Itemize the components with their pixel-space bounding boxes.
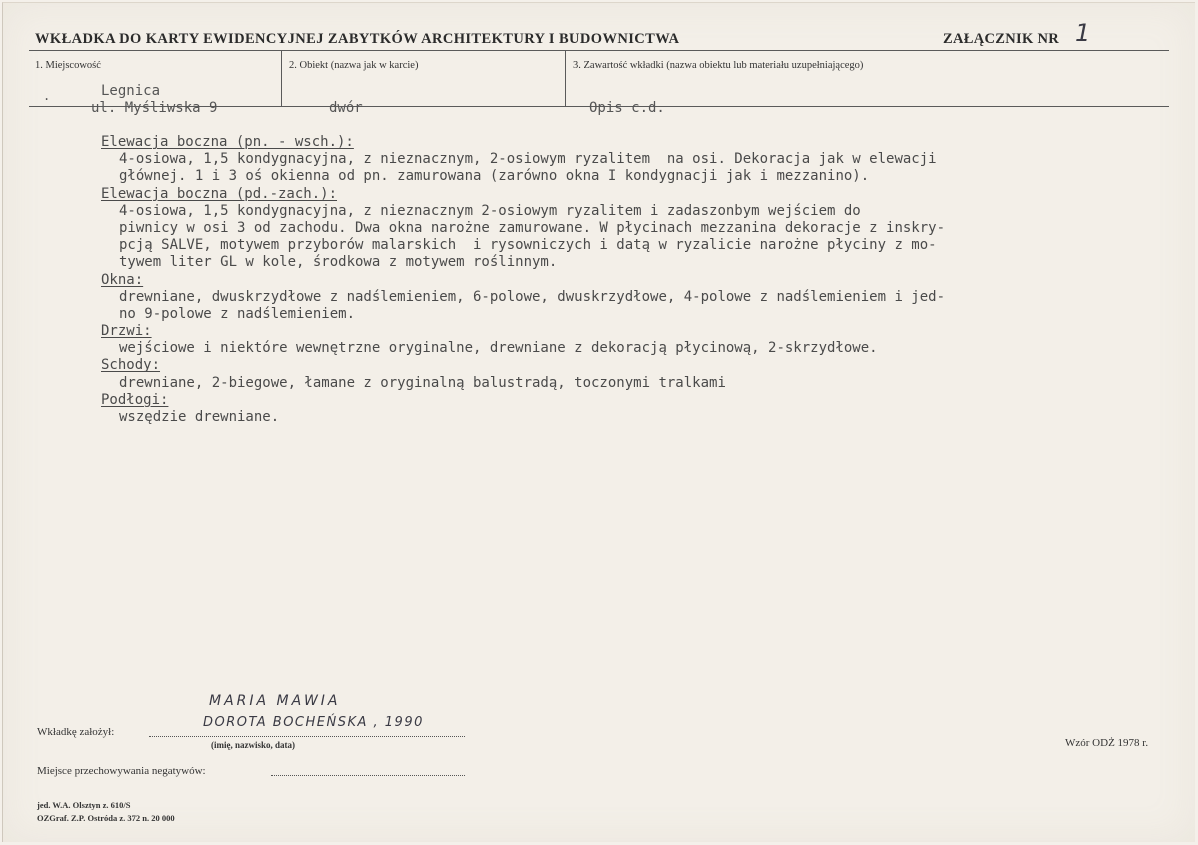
storage-label: Miejsce przechowywania negatywów: xyxy=(37,765,206,777)
handwritten-name-2: DOROTA BOCHEŃSKA , 1990 xyxy=(203,715,424,730)
body-line: tywem liter GL w kole, środkowa z motywem roślinnym. xyxy=(119,254,558,271)
field-street: ul. Myśliwska 9 xyxy=(91,100,218,116)
handwritten-name-1: MARIA MAWIA xyxy=(209,693,341,709)
field-object: dwór xyxy=(329,100,363,116)
print-line-1: jed. W.A. Olsztyn z. 610/S xyxy=(37,800,131,810)
column-divider-2 xyxy=(565,51,566,107)
body-line: pcją SALVE, motywem przyborów malarskich i rysowniczych i datą w ryzalicie narożne płyciny z mo- xyxy=(119,237,937,254)
column-label-town: 1. Miejscowość xyxy=(35,60,101,71)
body-line: wejściowe i niektóre wewnętrzne oryginalne, drewniane z dekoracją płycinową, 2-skrzydłowe. xyxy=(119,340,878,357)
body-line: wszędzie drewniane. xyxy=(119,409,280,425)
column-label-content: 3. Zawartość wkładki (nazwa obiektu lub materiału uzupełniającego) xyxy=(573,60,864,71)
body-line: 4-osiowa, 1,5 kondygnacyjna, z nieznacznym, 2-osiowym ryzalitem na osi. Dekoracja jak w elewacji xyxy=(119,151,937,168)
body-line: głównej. 1 i 3 oś okienna od pn. zamurowana (zarówno okna I kondygnacji jak i mezzanino). xyxy=(119,168,870,185)
body-line: drewniane, dwuskrzydłowe z nadślemieniem, 6-polowe, dwuskrzydłowe, 4-polowe z nadślemieniem i jed- xyxy=(119,288,946,305)
header-rule xyxy=(29,50,1169,51)
section-heading: Elewacja boczna (pd.-zach.): xyxy=(101,185,338,202)
author-label: Wkładkę założył: xyxy=(37,726,115,738)
section-heading: Elewacja boczna (pn. - wsch.): xyxy=(101,134,354,150)
form-model: Wzór ODŻ 1978 r. xyxy=(1065,737,1149,749)
column-divider-1 xyxy=(281,51,282,107)
field-town: Legnica xyxy=(101,83,161,99)
author-caption: (imię, nazwisko, data) xyxy=(211,740,295,750)
annex-label: ZAŁĄCZNIK NR xyxy=(943,31,1059,47)
storage-line xyxy=(271,775,465,776)
description-body xyxy=(101,134,1161,426)
field-content: Opis c.d. xyxy=(589,100,665,116)
column-label-object: 2. Obiekt (nazwa jak w karcie) xyxy=(289,60,419,71)
form-title: WKŁADKA DO KARTY EWIDENCYJNEJ ZABYTKÓW ARCHITEKTURY I BUDOWNICTWA xyxy=(35,31,680,47)
body-line: drewniane, 2-biegowe, łamane z oryginalną balustradą, toczonymi tralkami xyxy=(119,374,726,391)
annex-number: 1 xyxy=(1075,19,1091,47)
body-line: 4-osiowa, 1,5 kondygnacyjna, z nieznacznym 2-osiowym ryzalitem i zadaszonbym wejściem do xyxy=(119,202,861,219)
dot-mark: . xyxy=(43,89,51,103)
section-heading: Schody: xyxy=(101,357,161,374)
section-heading: Podłogi: xyxy=(101,391,169,408)
print-line-2: OZGraf. Z.P. Ostróda z. 372 n. 20 000 xyxy=(37,813,175,823)
body-line: no 9-polowe z nadślemieniem. xyxy=(119,305,356,322)
form-sheet xyxy=(2,2,1195,842)
author-line xyxy=(149,736,465,737)
body-line: piwnicy w osi 3 od zachodu. Dwa okna narożne zamurowane. W płycinach mezzanina dekoracje z inskry- xyxy=(119,219,946,236)
section-heading: Drzwi: xyxy=(101,323,152,340)
section-heading: Okna: xyxy=(101,271,144,288)
